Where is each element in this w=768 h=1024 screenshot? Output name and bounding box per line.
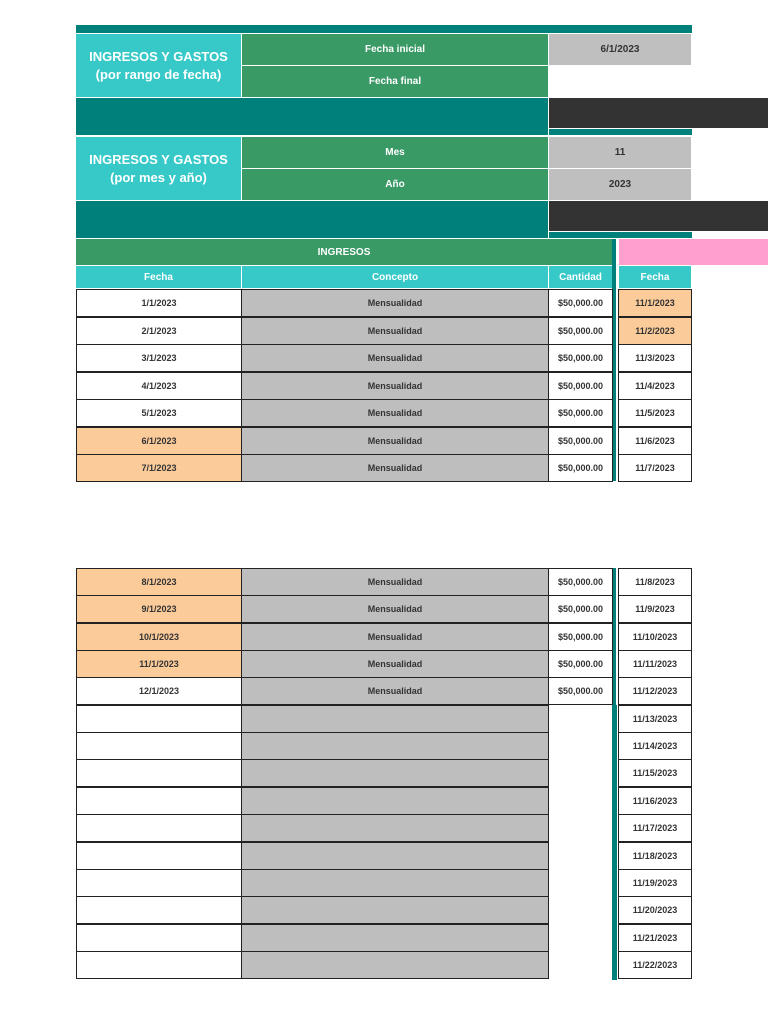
- gasto-fecha-cell[interactable]: 11/17/2023: [618, 814, 692, 842]
- ingreso-cantidad-cell[interactable]: $50,000.00: [548, 595, 613, 623]
- gasto-fecha-cell[interactable]: 11/5/2023: [618, 399, 692, 427]
- ingreso-concepto-cell[interactable]: [241, 951, 549, 979]
- fecha-final-input[interactable]: [549, 66, 691, 97]
- gasto-fecha-cell[interactable]: 11/18/2023: [618, 842, 692, 870]
- ingreso-fecha-cell[interactable]: 11/1/2023: [76, 650, 242, 678]
- month-divider: [76, 201, 548, 238]
- ingreso-cantidad-cell[interactable]: $50,000.00: [548, 317, 613, 345]
- ingreso-fecha-cell[interactable]: 12/1/2023: [76, 677, 242, 705]
- gasto-fecha-cell[interactable]: 11/16/2023: [618, 787, 692, 815]
- ingreso-fecha-cell[interactable]: [76, 759, 242, 787]
- anio-label: Año: [242, 169, 548, 200]
- col-header-fecha: Fecha: [76, 266, 241, 288]
- ingreso-concepto-cell[interactable]: [241, 787, 549, 815]
- ingreso-concepto-cell[interactable]: Mensualidad: [241, 454, 549, 482]
- gasto-fecha-cell[interactable]: 11/9/2023: [618, 595, 692, 623]
- ingreso-fecha-cell[interactable]: 4/1/2023: [76, 372, 242, 400]
- range-divider: [76, 98, 548, 135]
- gasto-fecha-cell[interactable]: 11/2/2023: [618, 317, 692, 345]
- ingreso-fecha-cell[interactable]: [76, 787, 242, 815]
- ingreso-cantidad-cell[interactable]: $50,000.00: [548, 623, 613, 651]
- ingreso-fecha-cell[interactable]: [76, 869, 242, 897]
- ingreso-fecha-cell[interactable]: [76, 814, 242, 842]
- ingreso-fecha-cell[interactable]: 9/1/2023: [76, 595, 242, 623]
- ingreso-fecha-cell[interactable]: [76, 732, 242, 760]
- range-title: INGRESOS Y GASTOS (por rango de fecha): [76, 34, 241, 97]
- ingreso-fecha-cell[interactable]: [76, 705, 242, 733]
- gasto-fecha-cell[interactable]: 11/3/2023: [618, 344, 692, 372]
- ingreso-concepto-cell[interactable]: [241, 705, 549, 733]
- gasto-fecha-cell[interactable]: 11/20/2023: [618, 896, 692, 924]
- ingreso-fecha-cell[interactable]: 1/1/2023: [76, 289, 242, 317]
- fecha-inicial-input[interactable]: 6/1/2023: [549, 34, 691, 65]
- ingreso-concepto-cell[interactable]: [241, 814, 549, 842]
- ingreso-concepto-cell[interactable]: Mensualidad: [241, 344, 549, 372]
- ingreso-fecha-cell[interactable]: 3/1/2023: [76, 344, 242, 372]
- month-title: INGRESOS Y GASTOS (por mes y año): [76, 137, 241, 200]
- ingreso-fecha-cell[interactable]: [76, 924, 242, 952]
- gasto-fecha-cell[interactable]: 11/12/2023: [618, 677, 692, 705]
- top-strip: [76, 25, 692, 33]
- col-header-cantidad: Cantidad: [549, 266, 612, 288]
- table-separator: [612, 705, 617, 980]
- ingreso-concepto-cell[interactable]: [241, 924, 549, 952]
- month-divider-right: [549, 232, 692, 238]
- ingreso-concepto-cell[interactable]: [241, 869, 549, 897]
- gastos-header-pink: [619, 239, 768, 265]
- ingreso-concepto-cell[interactable]: Mensualidad: [241, 289, 549, 317]
- ingreso-cantidad-cell[interactable]: $50,000.00: [548, 289, 613, 317]
- ingreso-fecha-cell[interactable]: 10/1/2023: [76, 623, 242, 651]
- ingreso-concepto-cell[interactable]: [241, 896, 549, 924]
- gasto-fecha-cell[interactable]: 11/19/2023: [618, 869, 692, 897]
- gasto-fecha-cell[interactable]: 11/7/2023: [618, 454, 692, 482]
- gasto-fecha-cell[interactable]: 11/15/2023: [618, 759, 692, 787]
- fecha-final-label: Fecha final: [242, 66, 548, 97]
- gasto-fecha-cell[interactable]: 11/14/2023: [618, 732, 692, 760]
- ingreso-concepto-cell[interactable]: Mensualidad: [241, 650, 549, 678]
- ingreso-cantidad-cell[interactable]: $50,000.00: [548, 454, 613, 482]
- gasto-fecha-cell[interactable]: 11/4/2023: [618, 372, 692, 400]
- ingreso-fecha-cell[interactable]: 6/1/2023: [76, 427, 242, 455]
- fecha-inicial-label: Fecha inicial: [242, 34, 548, 65]
- ingreso-concepto-cell[interactable]: Mensualidad: [241, 399, 549, 427]
- ingreso-cantidad-cell[interactable]: $50,000.00: [548, 344, 613, 372]
- ingreso-cantidad-cell[interactable]: $50,000.00: [548, 677, 613, 705]
- gastos-col-header-fecha: Fecha: [619, 266, 691, 288]
- ingreso-fecha-cell[interactable]: 8/1/2023: [76, 568, 242, 596]
- gasto-fecha-cell[interactable]: 11/21/2023: [618, 924, 692, 952]
- gasto-fecha-cell[interactable]: 11/10/2023: [618, 623, 692, 651]
- ingreso-fecha-cell[interactable]: [76, 842, 242, 870]
- ingreso-concepto-cell[interactable]: Mensualidad: [241, 595, 549, 623]
- gasto-fecha-cell[interactable]: 11/11/2023: [618, 650, 692, 678]
- ingreso-cantidad-cell[interactable]: $50,000.00: [548, 427, 613, 455]
- ingreso-concepto-cell[interactable]: Mensualidad: [241, 372, 549, 400]
- range-dark-bar: [549, 98, 768, 128]
- ingreso-fecha-cell[interactable]: 2/1/2023: [76, 317, 242, 345]
- ingreso-concepto-cell[interactable]: [241, 732, 549, 760]
- ingreso-cantidad-cell[interactable]: $50,000.00: [548, 568, 613, 596]
- ingresos-title: INGRESOS: [76, 239, 612, 265]
- ingreso-concepto-cell[interactable]: Mensualidad: [241, 427, 549, 455]
- mes-input[interactable]: 11: [549, 137, 691, 168]
- gasto-fecha-cell[interactable]: 11/1/2023: [618, 289, 692, 317]
- ingreso-concepto-cell[interactable]: Mensualidad: [241, 623, 549, 651]
- anio-input[interactable]: 2023: [549, 169, 691, 200]
- ingreso-cantidad-cell[interactable]: $50,000.00: [548, 650, 613, 678]
- ingreso-concepto-cell[interactable]: Mensualidad: [241, 677, 549, 705]
- ingreso-concepto-cell[interactable]: [241, 842, 549, 870]
- col-header-concepto: Concepto: [242, 266, 548, 288]
- gasto-fecha-cell[interactable]: 11/13/2023: [618, 705, 692, 733]
- ingreso-fecha-cell[interactable]: 5/1/2023: [76, 399, 242, 427]
- range-divider-right: [549, 129, 692, 135]
- ingreso-concepto-cell[interactable]: [241, 759, 549, 787]
- ingreso-cantidad-cell[interactable]: $50,000.00: [548, 372, 613, 400]
- month-dark-bar: [549, 201, 768, 231]
- gasto-fecha-cell[interactable]: 11/6/2023: [618, 427, 692, 455]
- mes-label: Mes: [242, 137, 548, 168]
- gasto-fecha-cell[interactable]: 11/8/2023: [618, 568, 692, 596]
- ingreso-fecha-cell[interactable]: [76, 896, 242, 924]
- ingreso-concepto-cell[interactable]: Mensualidad: [241, 317, 549, 345]
- ingreso-concepto-cell[interactable]: Mensualidad: [241, 568, 549, 596]
- ingreso-fecha-cell[interactable]: 7/1/2023: [76, 454, 242, 482]
- ingreso-cantidad-cell[interactable]: $50,000.00: [548, 399, 613, 427]
- ingreso-fecha-cell[interactable]: [76, 951, 242, 979]
- gasto-fecha-cell[interactable]: 11/22/2023: [618, 951, 692, 979]
